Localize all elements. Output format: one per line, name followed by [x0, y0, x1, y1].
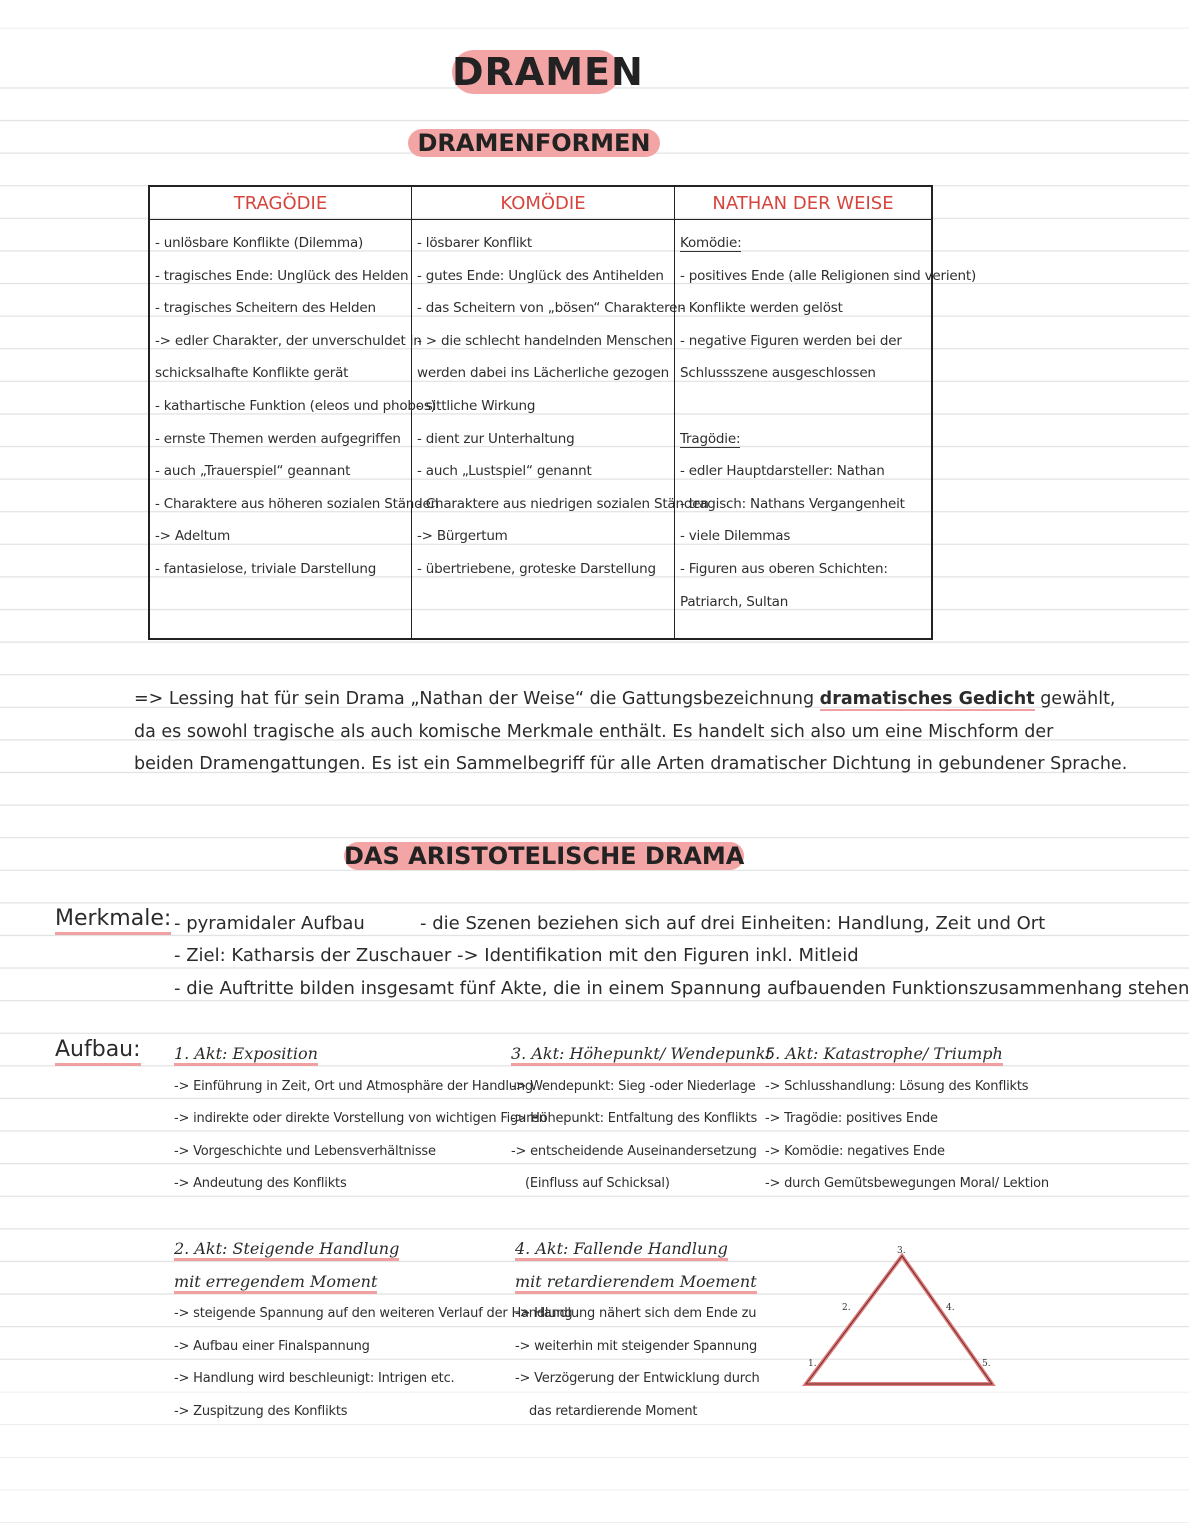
table-cell: - lösbarer Konflikt	[417, 235, 533, 251]
table-cell: Komödie:	[680, 235, 742, 251]
section-title-dramenformen: DRAMENFORMEN	[408, 129, 660, 157]
column-heading: KOMÖDIE	[412, 187, 674, 220]
list-item: -> Komödie: negatives Ende	[765, 1143, 945, 1159]
list-item: -> Zuspitzung des Konflikts	[174, 1403, 348, 1419]
table-cell: schicksalhafte Konflikte gerät	[155, 365, 349, 382]
pyramid-diagram	[796, 1238, 1006, 1390]
list-item: -> Verzögerung der Entwicklung durch	[515, 1371, 760, 1387]
list-item: -> Schlusshandlung: Lösung des Konflikts	[765, 1078, 1029, 1094]
list-item: -> Aufbau einer Finalspannung	[174, 1338, 370, 1354]
conclusion-paragraph	[134, 683, 1128, 781]
conclusion-line: da es sowohl tragische als auch komische Merkmale enthält. Es handelt sich also um eine Mischform der	[134, 721, 1054, 742]
table-cell: - Konflikte werden gelöst	[680, 300, 843, 317]
act-4	[515, 1233, 785, 1429]
table-cell: -> edler Charakter, der unverschuldet in	[155, 332, 422, 349]
column-nathan	[674, 187, 977, 638]
pyramid-label-3: 3.	[897, 1246, 906, 1256]
table-cell: -> Adeltum	[155, 528, 231, 545]
highlight-term: dramatisches Gedicht	[819, 689, 1035, 709]
table-cell: - tragisch: Nathans Vergangenheit	[680, 495, 905, 512]
list-item: -> Höhepunkt: Entfaltung des Konflikts	[511, 1111, 758, 1127]
table-cell: Tragödie:	[680, 430, 741, 447]
pyramid-label-2: 2.	[842, 1303, 851, 1313]
list-item: -> Andeutung des Konflikts	[174, 1176, 347, 1192]
table-cell: - ernste Themen werden aufgegriffen	[155, 430, 401, 447]
pyramid-label-1: 1.	[808, 1359, 817, 1369]
table-cell: - tragisches Scheitern des Helden	[155, 300, 376, 317]
list-item: -> steigende Spannung auf den weiteren Verlauf der Handlung	[174, 1306, 573, 1322]
merkmal-item: - die Szenen beziehen sich auf drei Einheiten: Handlung, Zeit und Ort	[420, 913, 1046, 934]
act-title: 3. Akt: Höhepunkt/ Wendepunkt	[511, 1038, 761, 1071]
list-item: -> weiterhin mit steigender Spannung	[515, 1338, 758, 1354]
act-3	[511, 1038, 772, 1201]
table-cell: - negative Figuren werden bei der	[680, 332, 902, 349]
table-cell: - gutes Ende: Unglück des Antihelden	[417, 267, 664, 284]
table-cell: -> Bürgertum	[417, 528, 508, 545]
table-cell: - Charaktere aus höheren sozialen Ständen	[155, 495, 439, 512]
list-item: -> Einführung in Zeit, Ort und Atmosphäre der Handlung	[174, 1078, 533, 1094]
act-subtitle: mit erregendem Moment	[174, 1266, 514, 1299]
conclusion-line: beiden Dramengattungen. Es ist ein Sammelbegriff für alle Arten dramatischer Dichtung in gebundener Sprache.	[134, 754, 1128, 775]
pyramid-label-4: 4.	[946, 1303, 955, 1313]
table-cell: - > die schlecht handelnden Menschen	[417, 332, 673, 349]
table-cell: - sittliche Wirkung	[417, 397, 536, 414]
list-item: -> Handlung wird beschleunigt: Intrigen etc.	[174, 1371, 455, 1387]
list-item: -> durch Gemütsbewegungen Moral/ Lektion	[765, 1176, 1049, 1192]
act-subtitle: mit retardierendem Moement	[515, 1266, 785, 1299]
table-cell: - kathartische Funktion (eleos und phobos)	[155, 397, 436, 414]
list-item: -> Vorgeschichte und Lebensverhältnisse	[174, 1143, 436, 1159]
table-cell: - dient zur Unterhaltung	[417, 430, 575, 447]
table-cell: - auch „Trauerspiel“ geannant	[155, 463, 351, 480]
table-cell: - tragisches Ende: Unglück des Helden	[155, 267, 409, 284]
act-1	[174, 1038, 547, 1201]
act-5	[765, 1038, 1049, 1201]
column-tragoedie	[150, 187, 439, 638]
list-item: -> indirekte oder direkte Vorstellung von wichtigen Figuren	[174, 1111, 547, 1127]
list-item: (Einfluss auf Schicksal)	[525, 1176, 670, 1192]
table-cell: werden dabei ins Lächerliche gezogen	[417, 365, 669, 382]
section-title-aristotelisch: DAS ARISTOTELISCHE DRAMA	[344, 842, 745, 870]
list-item: -> entscheidende Auseinandersetzung	[511, 1143, 757, 1159]
table-cell: Patriarch, Sultan	[680, 593, 789, 610]
merkmale-label: Merkmale:	[55, 906, 171, 935]
column-komoedie	[411, 187, 709, 638]
pyramid-triangle-outline	[806, 1256, 992, 1384]
aufbau-label: Aufbau:	[55, 1037, 141, 1066]
page-title: DRAMEN	[452, 50, 644, 94]
table-cell: - Charaktere aus niedrigen sozialen Ständen	[417, 495, 709, 512]
merkmal-item: - die Auftritte bilden insgesamt fünf Akte, die in einem Spannung aufbauenden Funktionszusammenhang stehen	[174, 978, 1189, 999]
dramenformen-table	[148, 185, 977, 640]
list-item: -> Handlung nähert sich dem Ende zu	[515, 1306, 757, 1322]
conclusion-line: => Lessing hat für sein Drama „Nathan der Weise“ die Gattungsbezeichnung dramatisches Gedicht gewählt,	[134, 689, 1116, 709]
list-item: -> Wendepunkt: Sieg -oder Niederlage	[511, 1078, 756, 1094]
act-title: 1. Akt: Exposition	[174, 1038, 514, 1071]
table-cell: - fantasielose, triviale Darstellung	[155, 560, 377, 577]
table-cell: - das Scheitern von „bösen“ Charakteren	[417, 300, 686, 317]
column-heading: NATHAN DER WEISE	[675, 187, 931, 220]
table-cell	[680, 390, 931, 423]
pyramid-label-5: 5.	[982, 1359, 991, 1369]
table-cell: - positives Ende (alle Religionen sind verient)	[680, 267, 977, 284]
pyramid-triangle-inner	[806, 1256, 992, 1384]
table-cell: - edler Hauptdarsteller: Nathan	[680, 463, 885, 480]
act-title: 4. Akt: Fallende Handlung	[515, 1233, 785, 1266]
table-cell: Schlussszene ausgeschlossen	[680, 365, 876, 382]
act-2	[174, 1233, 573, 1429]
table-cell: - viele Dilemmas	[680, 528, 791, 545]
table-cell: - übertriebene, groteske Darstellung	[417, 560, 656, 577]
table-cell: - auch „Lustspiel“ genannt	[417, 463, 592, 480]
list-item: -> Tragödie: positives Ende	[765, 1111, 938, 1127]
column-heading: TRAGÖDIE	[150, 187, 411, 220]
list-item: das retardierende Moment	[529, 1403, 698, 1419]
table-cell: - Figuren aus oberen Schichten:	[680, 560, 888, 577]
table-cell: - unlösbare Konflikte (Dilemma)	[155, 235, 364, 251]
merkmal-item: - Ziel: Katharsis der Zuschauer -> Identifikation mit den Figuren inkl. Mitleid	[174, 945, 859, 966]
act-title: 5. Akt: Katastrophe/ Triumph	[765, 1038, 1010, 1071]
act-title: 2. Akt: Steigende Handlung	[174, 1233, 514, 1266]
merkmal-item: - pyramidaler Aufbau	[174, 913, 365, 934]
